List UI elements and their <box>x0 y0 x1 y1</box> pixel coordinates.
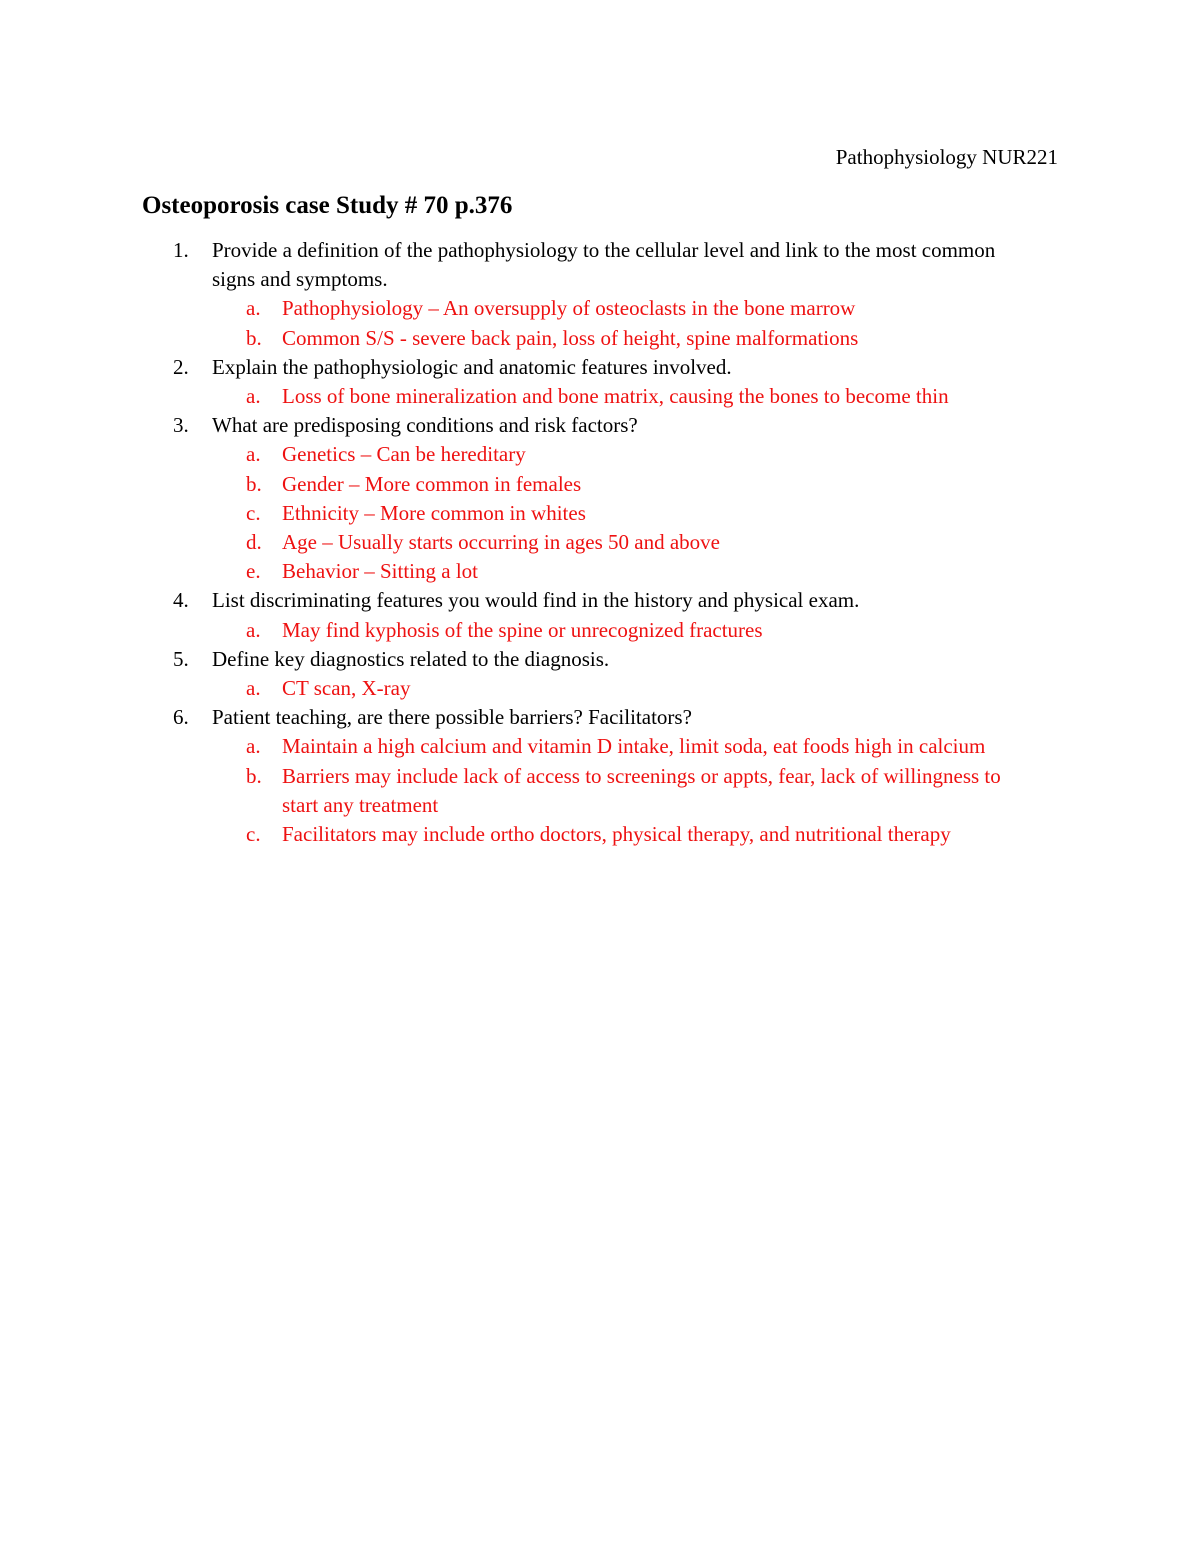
answer-letter: b. <box>246 471 262 496</box>
answer-item <box>0 732 1200 761</box>
question-text: List discriminating features you would find in the history and physical exam. <box>212 588 860 613</box>
question-number: 2. <box>173 354 189 379</box>
answer-text: Loss of bone mineralization and bone matrix, causing the bones to become thin <box>282 384 949 409</box>
answer-item <box>0 528 1200 557</box>
answer-letter: b. <box>246 763 262 788</box>
answer-item <box>0 294 1200 323</box>
answer-letter: a. <box>246 676 261 701</box>
question-item <box>0 236 1200 294</box>
question-item <box>0 645 1200 674</box>
answer-text: Pathophysiology – An oversupply of osteoclasts in the bone marrow <box>282 296 856 321</box>
answer-text: Common S/S - severe back pain, loss of height, spine malformations <box>282 325 859 350</box>
answer-item <box>0 440 1200 469</box>
answer-text: Gender – More common in females <box>282 471 582 496</box>
question-text: Patient teaching, are there possible barriers? Facilitators? <box>212 705 692 730</box>
answer-item <box>0 470 1200 499</box>
question-text: What are predisposing conditions and risk factors? <box>212 413 638 438</box>
answer-letter: e. <box>246 559 261 584</box>
question-item <box>0 411 1200 440</box>
answer-item <box>0 820 1200 849</box>
answer-text: Barriers may include lack of access to screenings or appts, fear, lack of willingness to start any treatment <box>282 763 1001 817</box>
answer-letter: c. <box>246 500 261 525</box>
answer-item <box>0 674 1200 703</box>
answer-text: Behavior – Sitting a lot <box>282 559 478 584</box>
answer-letter: a. <box>246 442 261 467</box>
question-list <box>0 236 1200 849</box>
answer-text: Facilitators may include ortho doctors, physical therapy, and nutritional therapy <box>282 822 951 847</box>
answer-letter: a. <box>246 384 261 409</box>
question-text: Provide a definition of the pathophysiology to the cellular level and link to the most common signs and symptoms. <box>212 238 996 292</box>
question-item <box>0 586 1200 615</box>
answer-item <box>0 382 1200 411</box>
question-number: 1. <box>173 238 189 262</box>
question-number: 5. <box>173 646 189 671</box>
answer-text: Genetics – Can be hereditary <box>282 442 526 467</box>
answer-letter: d. <box>246 530 262 555</box>
answer-letter: a. <box>246 617 261 642</box>
answer-letter: a. <box>246 734 261 759</box>
question-text: Define key diagnostics related to the diagnosis. <box>212 646 610 671</box>
answer-text: Ethnicity – More common in whites <box>282 500 586 525</box>
answer-letter: b. <box>246 325 262 350</box>
question-item <box>0 353 1200 382</box>
answer-text: Maintain a high calcium and vitamin D intake, limit soda, eat foods high in calcium <box>282 734 986 759</box>
answer-item <box>0 557 1200 586</box>
question-number: 6. <box>173 705 189 730</box>
question-text: Explain the pathophysiologic and anatomic features involved. <box>212 354 732 379</box>
answer-letter: c. <box>246 822 261 847</box>
answer-letter: a. <box>246 296 261 321</box>
answer-item <box>0 324 1200 353</box>
answer-text: CT scan, X-ray <box>282 676 411 701</box>
answer-item <box>0 616 1200 645</box>
question-number: 4. <box>173 588 189 613</box>
document-title: Osteoporosis case Study # 70 p.376 <box>142 192 513 219</box>
answer-item <box>0 499 1200 528</box>
answer-item <box>0 762 1200 820</box>
answer-text: May find kyphosis of the spine or unrecognized fractures <box>282 617 763 642</box>
course-header: Pathophysiology NUR221 <box>835 145 1058 169</box>
answer-text: Age – Usually starts occurring in ages 50 and above <box>282 530 720 555</box>
question-number: 3. <box>173 413 189 438</box>
question-item <box>0 703 1200 732</box>
